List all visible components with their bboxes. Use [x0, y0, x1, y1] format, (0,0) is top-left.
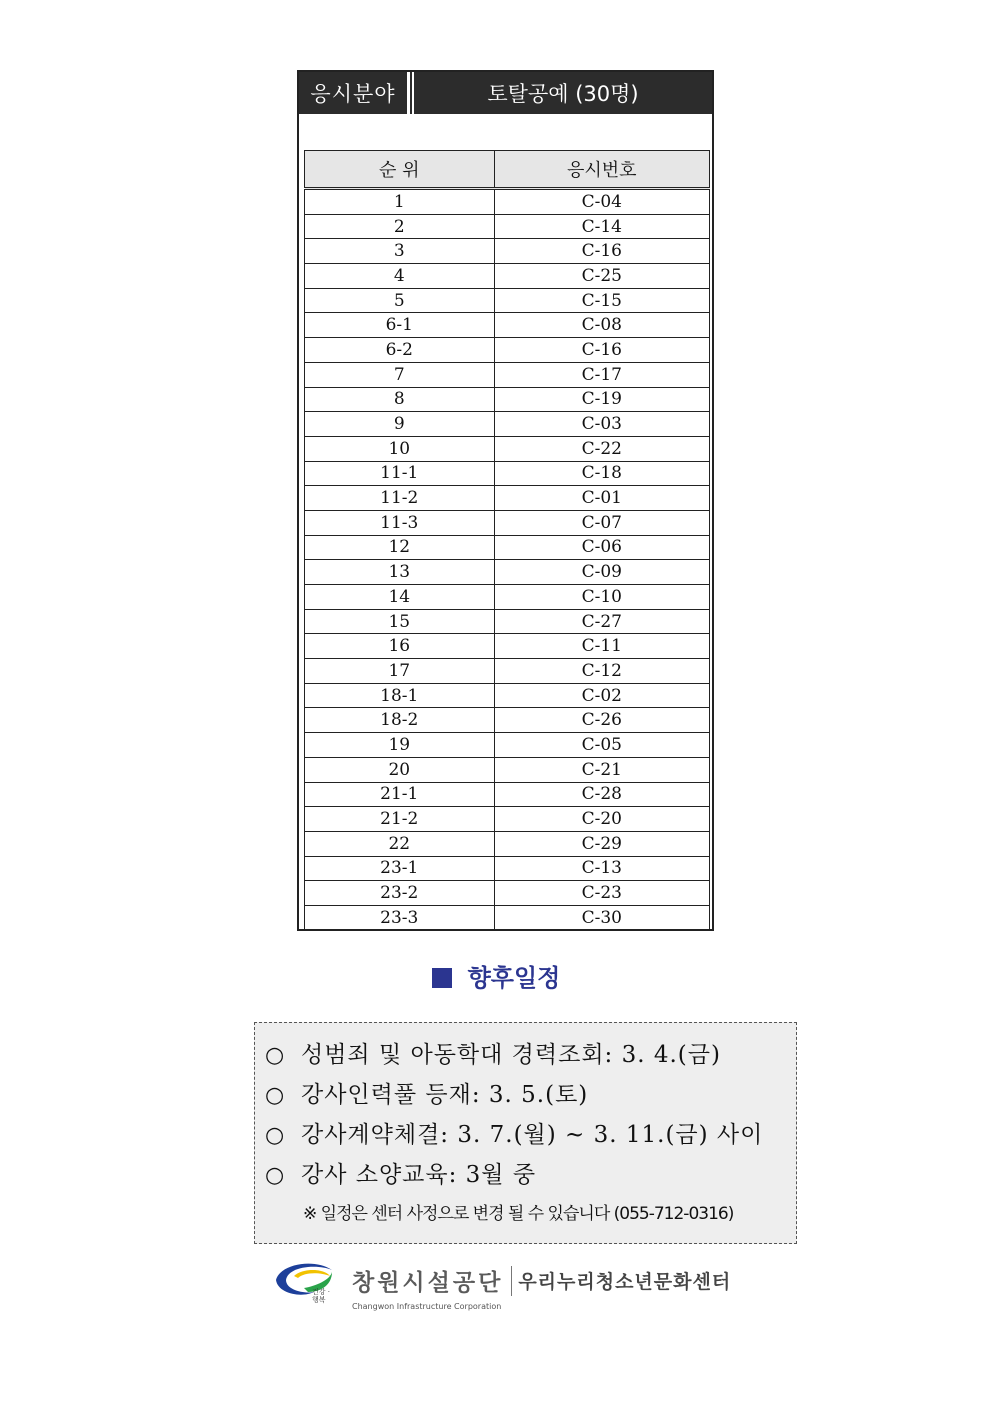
rank-cell: 17 [305, 659, 495, 684]
section-title-text: 향후일정 [467, 964, 561, 992]
table-row [305, 189, 710, 215]
section-title [0, 958, 992, 993]
table-row [305, 881, 710, 906]
results-panel [297, 70, 714, 931]
table-row [305, 387, 710, 412]
rank-cell: 21-1 [305, 782, 495, 807]
results-body [305, 189, 710, 931]
table-row [305, 807, 710, 832]
applicant-number-cell: C-01 [494, 486, 709, 511]
column-header-applicant-number: 응시번호 [494, 151, 709, 189]
schedule-list [255, 1023, 796, 1195]
schedule-item-text: 강사계약체결: 3. 7.(월) ~ 3. 11.(금) 사이 [301, 1122, 764, 1148]
organization-name-english: Changwon Infrastructure Corporation [352, 1302, 502, 1311]
organization-name: 창원시설공단 [352, 1270, 504, 1296]
footer-branding [352, 1264, 731, 1297]
applicant-number-cell: C-21 [494, 757, 709, 782]
applicant-number-cell: C-30 [494, 905, 709, 930]
schedule-item [265, 1155, 796, 1195]
rank-cell: 23-2 [305, 881, 495, 906]
rank-cell: 18-2 [305, 708, 495, 733]
rank-cell: 2 [305, 214, 495, 239]
rank-cell: 5 [305, 288, 495, 313]
table-row [305, 782, 710, 807]
rank-cell: 21-2 [305, 807, 495, 832]
center-name: 우리누리청소년문화센터 [518, 1271, 732, 1293]
applicant-number-cell: C-11 [494, 634, 709, 659]
applicant-number-cell: C-17 [494, 362, 709, 387]
schedule-box [254, 1022, 797, 1244]
schedule-item [265, 1035, 796, 1075]
applicant-number-cell: C-13 [494, 856, 709, 881]
table-row [305, 683, 710, 708]
applicant-number-cell: C-12 [494, 659, 709, 684]
applicant-number-cell: C-29 [494, 831, 709, 856]
rank-cell: 16 [305, 634, 495, 659]
table-row [305, 856, 710, 881]
rank-cell: 14 [305, 585, 495, 610]
applicant-number-cell: C-27 [494, 609, 709, 634]
schedule-item-text: 강사인력풀 등재: 3. 5.(토) [301, 1082, 589, 1108]
panel-header [299, 72, 712, 114]
rank-cell: 20 [305, 757, 495, 782]
table-row [305, 486, 710, 511]
rank-cell: 7 [305, 362, 495, 387]
rank-cell: 19 [305, 733, 495, 758]
rank-cell: 3 [305, 239, 495, 264]
applicant-number-cell: C-04 [494, 189, 709, 215]
field-value: 토탈공예 (30명) [487, 82, 639, 106]
table-row [305, 239, 710, 264]
applicant-number-cell: C-02 [494, 683, 709, 708]
schedule-item [265, 1075, 796, 1115]
column-header-rank: 순 위 [305, 151, 495, 189]
logo-motto: 건강 ·행복 [312, 1288, 330, 1304]
applicant-number-cell: C-15 [494, 288, 709, 313]
rank-cell: 1 [305, 189, 495, 215]
schedule-note: ※ 일정은 센터 사정으로 변경 될 수 있습니다 (055-712-0316) [303, 1204, 734, 1224]
rank-cell: 13 [305, 560, 495, 585]
applicant-number-cell: C-14 [494, 214, 709, 239]
applicant-number-cell: C-16 [494, 239, 709, 264]
results-table [304, 150, 710, 931]
applicant-number-cell: C-23 [494, 881, 709, 906]
rank-cell: 23-1 [305, 856, 495, 881]
circle-bullet-icon: ○ [265, 1043, 286, 1068]
table-row [305, 585, 710, 610]
table-row [305, 634, 710, 659]
applicant-number-cell: C-26 [494, 708, 709, 733]
applicant-number-cell: C-28 [494, 782, 709, 807]
rank-cell: 10 [305, 436, 495, 461]
table-row [305, 362, 710, 387]
applicant-number-cell: C-05 [494, 733, 709, 758]
applicant-number-cell: C-20 [494, 807, 709, 832]
applicant-number-cell: C-07 [494, 510, 709, 535]
rank-cell: 12 [305, 535, 495, 560]
table-row [305, 338, 710, 363]
applicant-number-cell: C-18 [494, 461, 709, 486]
rank-cell: 11-2 [305, 486, 495, 511]
table-row [305, 288, 710, 313]
table-row [305, 510, 710, 535]
rank-cell: 6-2 [305, 338, 495, 363]
rank-cell: 11-1 [305, 461, 495, 486]
applicant-number-cell: C-06 [494, 535, 709, 560]
rank-cell: 6-1 [305, 313, 495, 338]
rank-cell: 15 [305, 609, 495, 634]
table-row [305, 905, 710, 930]
applicant-number-cell: C-22 [494, 436, 709, 461]
rank-cell: 18-1 [305, 683, 495, 708]
rank-cell: 22 [305, 831, 495, 856]
table-row [305, 831, 710, 856]
table-row [305, 214, 710, 239]
schedule-item-text: 성범죄 및 아동학대 경력조회: 3. 4.(금) [301, 1042, 721, 1068]
applicant-number-cell: C-10 [494, 585, 709, 610]
table-row [305, 659, 710, 684]
rank-cell: 8 [305, 387, 495, 412]
square-bullet-icon [432, 968, 452, 988]
table-row [305, 412, 710, 437]
applicant-number-cell: C-25 [494, 264, 709, 289]
applicant-number-cell: C-03 [494, 412, 709, 437]
table-row [305, 313, 710, 338]
rank-cell: 11-3 [305, 510, 495, 535]
table-row [305, 708, 710, 733]
table-row [305, 461, 710, 486]
schedule-item [265, 1115, 796, 1155]
circle-bullet-icon: ○ [265, 1123, 286, 1148]
table-row [305, 264, 710, 289]
circle-bullet-icon: ○ [265, 1163, 286, 1188]
rank-cell: 4 [305, 264, 495, 289]
table-row [305, 733, 710, 758]
table-header-row [305, 151, 710, 189]
table-row [305, 535, 710, 560]
rank-cell: 23-3 [305, 905, 495, 930]
table-row [305, 609, 710, 634]
applicant-number-cell: C-09 [494, 560, 709, 585]
applicant-number-cell: C-19 [494, 387, 709, 412]
schedule-item-text: 강사 소양교육: 3월 중 [301, 1162, 537, 1188]
rank-cell: 9 [305, 412, 495, 437]
applicant-number-cell: C-16 [494, 338, 709, 363]
table-row [305, 560, 710, 585]
circle-bullet-icon: ○ [265, 1083, 286, 1108]
table-row [305, 757, 710, 782]
field-label: 응시분야 [310, 82, 396, 106]
footer-separator [511, 1266, 512, 1296]
table-row [305, 436, 710, 461]
applicant-number-cell: C-08 [494, 313, 709, 338]
